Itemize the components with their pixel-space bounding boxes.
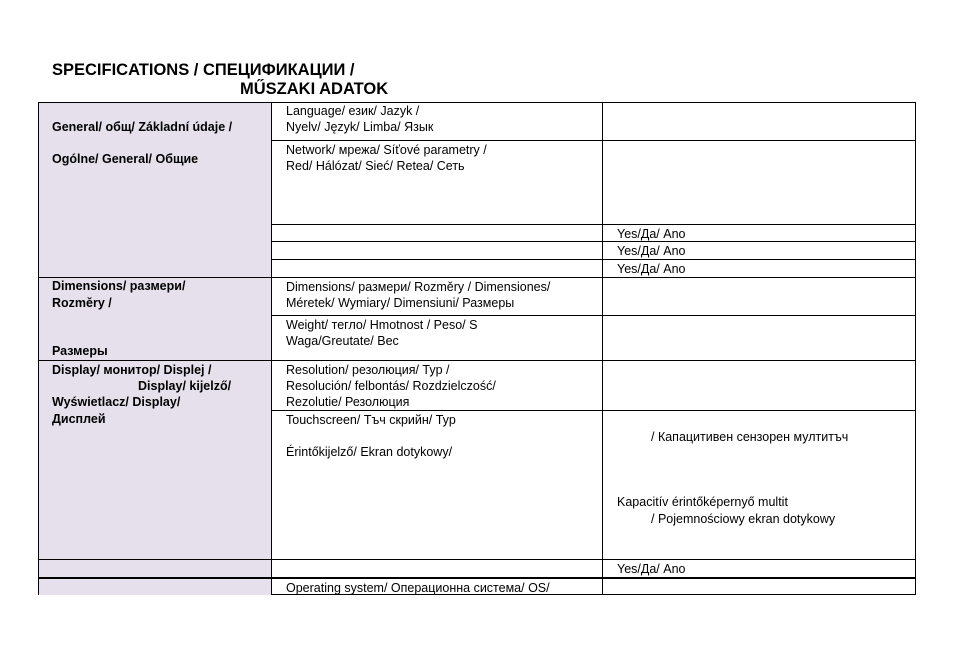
spec-value-touchscreen: / Капацитивен сензорен мултитъч	[651, 430, 849, 444]
section-label-dimensions-line2: Rozměry /	[52, 296, 112, 310]
section-label-general: General/ общ/ Základní údaje /	[52, 120, 233, 134]
spec-label-os: Operating system/ Операционна система/ OS/	[286, 581, 550, 595]
spec-value-touchscreen-line2: Kapacitív érintőképernyő multit	[617, 495, 788, 509]
section-label-display-line4: Дисплей	[52, 412, 106, 426]
page-title: SPECIFICATIONS / СПЕЦИФИКАЦИИ /	[52, 61, 355, 79]
spec-label-touchscreen-line2: Érintőkijelző/ Ekran dotykowy/	[286, 445, 453, 459]
spec-value-yes-4: Yes/Да/ Ano	[617, 562, 686, 576]
spec-label-dimensions: Dimensions/ размери/ Rozměry / Dimensiones/ Méretek/ Wymiary/ Dimensiuni/ Размеры	[286, 280, 551, 310]
spec-value-yes-3: Yes/Да/ Ano	[617, 262, 686, 276]
section-label-dimensions-line3: Размеры	[52, 344, 108, 358]
section-label-general-line2: Ogólne/ General/ Общие	[52, 152, 199, 166]
page-title-continued: MŰSZAKI ADATOK	[240, 80, 389, 98]
spec-label-network: Network/ мрежа/ Síťové parametry / Red/ Hálózat/ Sieć/ Retea/ Сеть	[286, 143, 487, 173]
section-label-display-line2: Display/ kijelző/	[138, 379, 232, 393]
section-label-display-line3: Wyświetlacz/ Display/	[52, 395, 181, 409]
section-label-dimensions: Dimensions/ размери/	[52, 279, 186, 293]
spec-label-weight: Weight/ тегло/ Hmotnost / Peso/ S Waga/Greutate/ Вес	[286, 318, 478, 348]
section-label-display: Display/ монитор/ Displej /	[52, 363, 212, 377]
spec-value-yes-1: Yes/Да/ Ano	[617, 227, 686, 241]
spec-label-resolution: Resolution/ резолюция/ Typ / Resolución/ felbontás/ Rozdzielczość/ Rezolutie/ Резолюция	[286, 363, 496, 409]
spec-label-touchscreen: Touchscreen/ Тъч скрийн/ Typ	[286, 413, 456, 427]
spec-value-touchscreen-line3: / Pojemnościowy ekran dotykowy	[651, 512, 836, 526]
spec-value-yes-2: Yes/Да/ Ano	[617, 244, 686, 258]
spec-label-language: Language/ език/ Jazyk / Nyelv/ Język/ Limba/ Язык	[286, 104, 434, 134]
